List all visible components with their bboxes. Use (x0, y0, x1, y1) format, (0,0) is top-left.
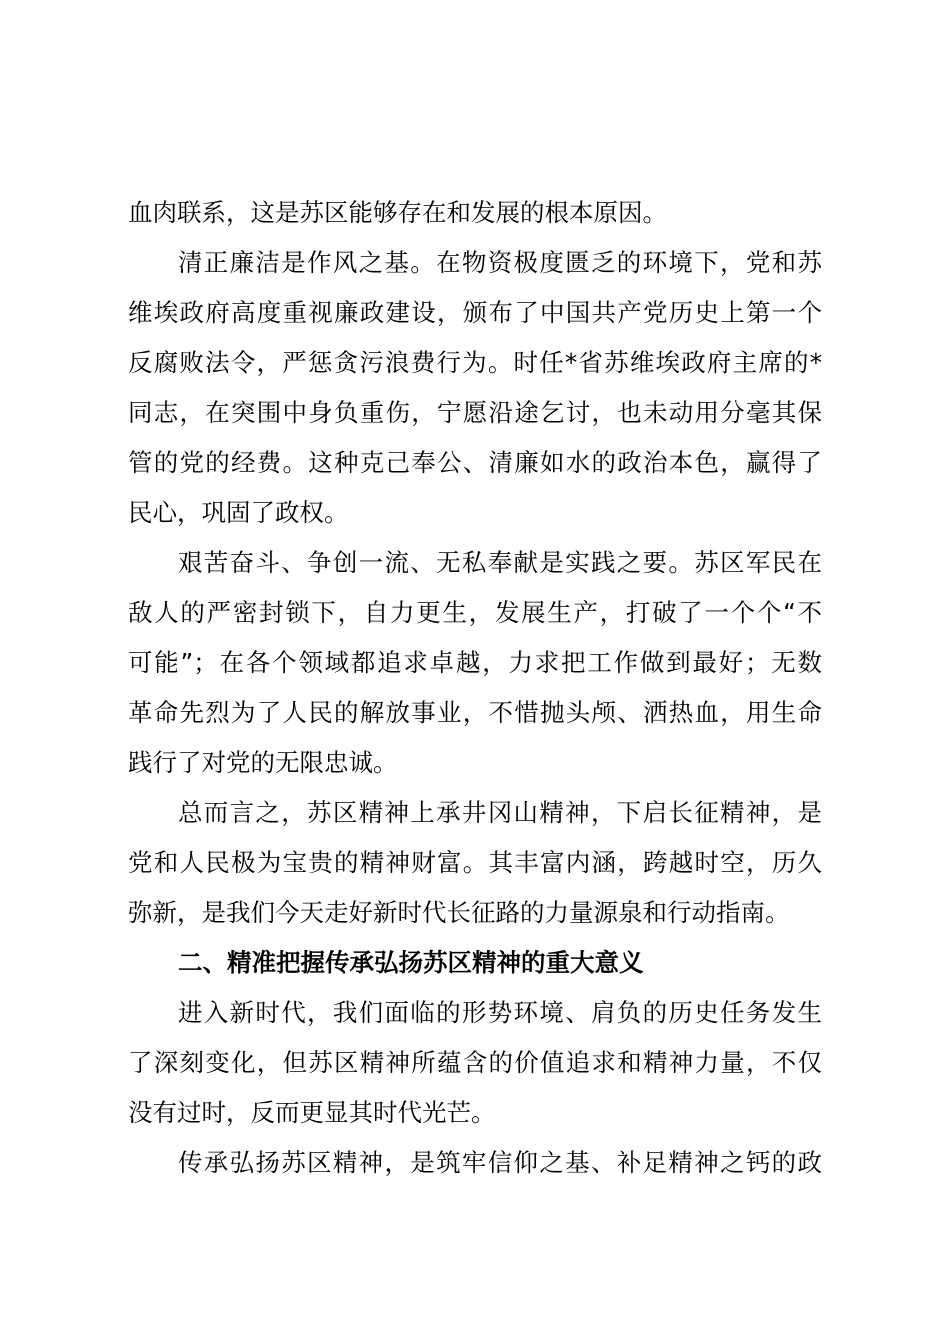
text-line: 反腐败法令，严惩贪污浪费行为。时任*省苏维埃政府主席的* (128, 348, 822, 377)
text-line: 民心，巩固了政权。 (128, 498, 349, 527)
paragraph (128, 188, 822, 238)
paragraph (128, 538, 822, 788)
text-line: 党和人民极为宝贵的精神财富。其丰富内涵，跨越时空，历久 (128, 848, 822, 877)
text-line: 同志，在突围中身负重伤，宁愿沿途乞讨，也未动用分毫其保 (128, 398, 822, 427)
text-line: 弥新，是我们今天走好新时代长征路的力量源泉和行动指南。 (128, 898, 790, 927)
text-line: 总而言之，苏区精神上承井冈山精神，下启长征精神，是 (178, 798, 822, 827)
text-line: 二、精准把握传承弘扬苏区精神的重大意义 (178, 948, 644, 977)
text-line: 血肉联系，这是苏区能够存在和发展的根本原因。 (128, 198, 667, 227)
text-line: 进入新时代，我们面临的形势环境、肩负的历史任务发生 (178, 998, 822, 1027)
text-line: 维埃政府高度重视廉政建设，颁布了中国共产党历史上第一个 (128, 298, 822, 327)
paragraph (128, 788, 822, 938)
text-line: 没有过时，反而更显其时代光芒。 (128, 1098, 496, 1127)
text-line: 敌人的严密封锁下，自力更生，发展生产，打破了一个个“不 (128, 598, 822, 627)
text-line: 传承弘扬苏区精神，是筑牢信仰之基、补足精神之钙的政 (178, 1148, 822, 1177)
document-page (128, 188, 822, 1188)
paragraph (128, 238, 822, 538)
paragraph (128, 1138, 822, 1188)
text-line: 践行了对党的无限忠诚。 (128, 748, 398, 777)
text-line: 清正廉洁是作风之基。在物资极度匮乏的环境下，党和苏 (178, 248, 822, 277)
paragraph (128, 988, 822, 1138)
text-line: 可能”；在各个领域都追求卓越，力求把工作做到最好；无数 (128, 648, 822, 677)
text-line: 革命先烈为了人民的解放事业，不惜抛头颅、洒热血，用生命 (128, 698, 822, 727)
text-line: 管的党的经费。这种克己奉公、清廉如水的政治本色，赢得了 (128, 448, 822, 477)
text-line: 了深刻变化，但苏区精神所蕴含的价值追求和精神力量，不仅 (128, 1048, 822, 1077)
text-line: 艰苦奋斗、争创一流、无私奉献是实践之要。苏区军民在 (178, 548, 822, 577)
section-heading (128, 938, 822, 988)
